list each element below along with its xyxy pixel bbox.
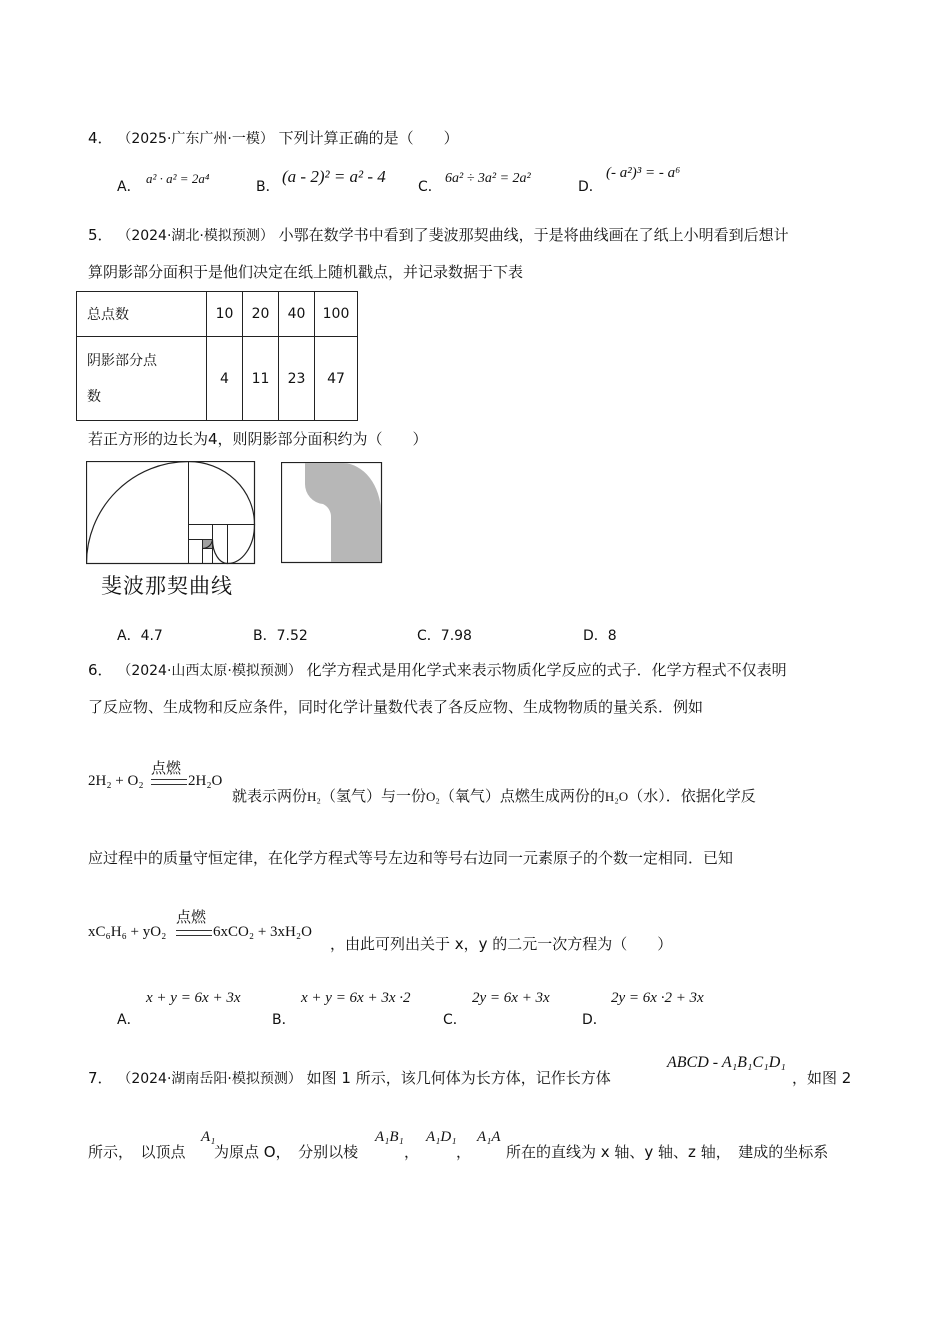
q6-option-d[interactable] <box>582 1009 607 1029</box>
fibonacci-caption: 斐波那契曲线 <box>101 574 233 598</box>
q5-option-b[interactable] <box>253 625 308 645</box>
q5-option-b-text: 7.52 <box>276 628 308 644</box>
table-cell: 4 <box>207 337 243 421</box>
q7-line2-b: 为原点 O， 分别以棱 <box>214 1143 359 1161</box>
q7-edge1: A₁B₁ <box>375 1129 404 1145</box>
q4-option-b-label: B． <box>256 179 280 195</box>
q5-option-d-label: D． <box>583 628 608 644</box>
q4-option-d-label: D． <box>578 179 603 195</box>
q6-option-b[interactable] <box>272 1009 296 1029</box>
q6-eq2-equals-sign <box>176 930 212 936</box>
q5-data-table <box>76 291 358 421</box>
q6-line3-d: （水）．依据化学反 <box>628 787 756 805</box>
q7-line1 <box>88 1068 611 1089</box>
q5-line1 <box>88 225 789 246</box>
table-header-shaded <box>77 337 207 421</box>
q6-option-d-text: 2y = 6x ·2 + 3x <box>611 990 704 1006</box>
q7-edge3: A₁A <box>477 1129 501 1145</box>
table-row <box>77 292 358 337</box>
q6-eq2-condition: 点燃 <box>176 908 207 926</box>
q6-option-a-text: x + y = 6x + 3x <box>146 990 241 1006</box>
outer-rectangle <box>87 462 255 564</box>
q7-number: 7． <box>88 1069 113 1087</box>
shaded-area-figure <box>281 462 383 564</box>
q4-option-b[interactable] <box>256 176 280 196</box>
q6-line1 <box>88 660 787 681</box>
q6-line5: ，由此可列出关于 x，y 的二元一次方程为（ ） <box>330 935 673 953</box>
q5-question: 若正方形的边长为4，则阴影部分面积约为（ ） <box>88 430 428 448</box>
spiral-curve <box>87 462 255 564</box>
table-header-shaded-line2: 数 <box>87 388 101 405</box>
q5-stem-line1: 小鄂在数学书中看到了斐波那契曲线，于是将曲线画在了纸上小明看到后想计 <box>278 226 789 244</box>
q6-option-a-label: A． <box>117 1012 141 1028</box>
q6-option-c-text: 2y = 6x + 3x <box>472 990 550 1006</box>
q6-option-b-label: B． <box>272 1012 296 1028</box>
fibonacci-spiral-figure <box>86 461 256 565</box>
q5-option-a[interactable] <box>117 625 163 645</box>
q4-option-c-text: 6a² ÷ 3a² = 2a² <box>445 171 531 186</box>
table-cell: 10 <box>207 292 243 337</box>
q4-option-d[interactable] <box>578 176 603 196</box>
q7-line2-a: 所示， 以顶点 <box>88 1143 186 1161</box>
q4-option-c-label: C． <box>418 179 442 195</box>
q6-option-a[interactable] <box>117 1009 141 1029</box>
q5-option-c-label: C． <box>417 628 441 644</box>
q7-vertex: A₁ <box>201 1129 216 1145</box>
q4-number: 4． <box>88 129 113 147</box>
q4-option-a-label: A． <box>117 179 141 195</box>
q6-h2: H₂ <box>307 789 321 804</box>
q6-line3-a: 就表示两份 <box>232 787 308 805</box>
q6-line3 <box>232 786 756 807</box>
q6-eq1-left: 2H₂ + O₂ <box>88 773 144 789</box>
q6-line2: 了反应物、生成物和反应条件，同时化学计量数代表了各反应物、生成物物质的量关系．例如 <box>88 698 704 716</box>
q6-eq1-equals-sign <box>151 779 187 785</box>
table-cell: 23 <box>279 337 315 421</box>
q6-eq1-right: 2H₂O <box>188 773 223 789</box>
q6-eq2-right: 6xCO₂ + 3xH₂O <box>213 924 312 940</box>
q4-option-c[interactable] <box>418 176 442 196</box>
table-header-shaded-line1: 阴影部分点 <box>87 352 157 369</box>
table-cell: 40 <box>279 292 315 337</box>
q4-stem: 下列计算正确的是（ ） <box>278 129 459 147</box>
q6-h2o: H₂O <box>604 789 629 804</box>
q4-line <box>88 128 459 149</box>
table-cell: 11 <box>243 337 279 421</box>
table-cell: 47 <box>315 337 358 421</box>
q7-line2-c: 所在的直线为 x 轴、y 轴、z 轴， 建成的坐标系 <box>506 1143 829 1161</box>
q6-option-c-label: C． <box>443 1012 467 1028</box>
q5-option-d[interactable] <box>583 625 617 645</box>
q5-option-d-text: 8 <box>607 628 617 644</box>
table-header-total: 总点数 <box>77 292 207 337</box>
q5-option-a-label: A． <box>117 628 141 644</box>
q4-source: （2025·广东广州·一模） <box>117 131 274 147</box>
q6-line3-c: （氧气）点燃生成两份的 <box>439 787 605 805</box>
q7-box-name: ABCD - A₁B₁C₁D₁ <box>667 1054 786 1071</box>
q6-number: 6． <box>88 661 113 679</box>
q6-eq1-condition: 点燃 <box>151 759 182 777</box>
q6-eq2-left: xC₆H₆ + yO₂ <box>88 924 167 940</box>
q4-option-a[interactable] <box>117 176 141 196</box>
q7-sep2: ， <box>456 1143 472 1161</box>
q6-line4: 应过程中的质量守恒定律，在化学方程式等号左边和等号右边同一元素原子的个数一定相同．已知 <box>88 849 734 867</box>
q5-number: 5． <box>88 226 113 244</box>
q5-option-a-text: 4.7 <box>140 628 163 644</box>
q6-option-c[interactable] <box>443 1009 467 1029</box>
q5-source: （2024·湖北·模拟预测） <box>117 228 274 244</box>
q6-o2: O₂ <box>425 789 440 804</box>
q7-source: （2024·湖南岳阳·模拟预测） <box>117 1071 302 1087</box>
q5-option-c-text: 7.98 <box>440 628 472 644</box>
table-cell: 100 <box>315 292 358 337</box>
table-row <box>77 337 358 421</box>
q5-option-b-label: B． <box>253 628 277 644</box>
q7-line1-b: ，如图 2 <box>792 1069 852 1087</box>
q6-line1-text: 化学方程式是用化学式来表示物质化学反应的式子．化学方程式不仅表明 <box>306 661 787 679</box>
q5-option-c[interactable] <box>417 625 472 645</box>
q7-edge2: A₁D₁ <box>426 1129 457 1145</box>
q5-stem-line2: 算阴影部分面积于是他们决定在纸上随机戳点，并记录数据于下表 <box>88 263 524 281</box>
q4-option-d-text: (- a²)³ = - a⁶ <box>606 165 681 181</box>
q7-sep1: ， <box>404 1143 420 1161</box>
q4-option-b-text: (a - 2)² = a² - 4 <box>282 167 386 186</box>
q4-option-a-text: a² · a² = 2a⁴ <box>146 171 210 186</box>
q6-option-d-label: D． <box>582 1012 607 1028</box>
q7-line1-a: 如图 1 所示，该几何体为长方体，记作长方体 <box>306 1069 611 1087</box>
q6-line3-b: （氢气）与一份 <box>320 787 426 805</box>
q6-option-b-text: x + y = 6x + 3x ·2 <box>301 990 411 1006</box>
table-cell: 20 <box>243 292 279 337</box>
q6-source: （2024·山西太原·模拟预测） <box>117 663 302 679</box>
